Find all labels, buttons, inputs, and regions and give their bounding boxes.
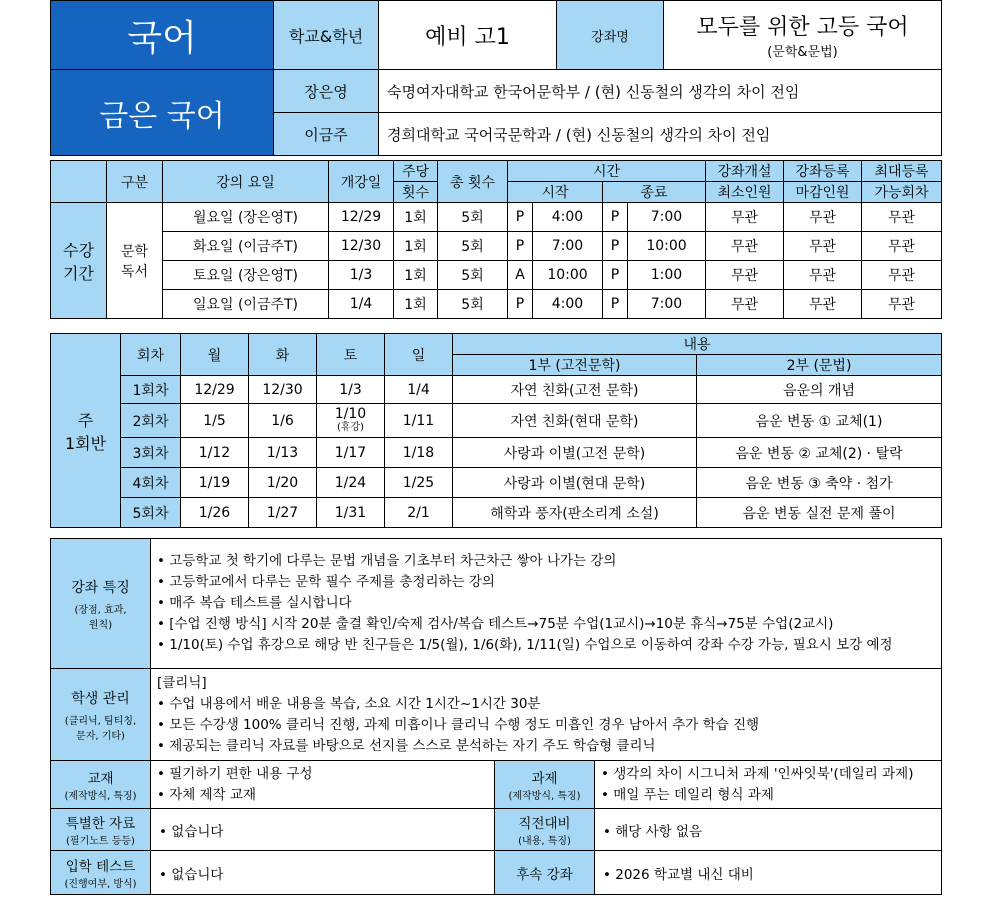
plan-side-label: 주 1회반 <box>51 334 121 528</box>
row-day: 화요일 (이금주T) <box>163 232 329 261</box>
exam-prep-label-cell <box>495 809 595 851</box>
sat-date-cell <box>317 404 385 438</box>
management-content <box>151 669 942 761</box>
teacher-name: 장은영 <box>274 70 379 113</box>
col-weekly-1: 주당 <box>394 161 438 182</box>
part2-content: 음운 변동 ① 교체(1) <box>697 404 942 438</box>
row-total: 5회 <box>438 203 508 232</box>
management-label-cell <box>51 669 151 761</box>
part2-content: 음운 변동 ② 교체(2) · 탈락 <box>697 438 942 468</box>
management-label: 학생 관리 <box>71 690 130 707</box>
sat-date: 1/10 <box>334 405 367 422</box>
course-name-label: 강좌명 <box>557 1 664 70</box>
part2-content: 음운의 개념 <box>697 376 942 404</box>
row-end-time: 7:00 <box>628 290 706 319</box>
management-sub: (클리닉, 팀티칭, 문자, 기타) <box>64 715 137 742</box>
col-time-end: 종료 <box>603 182 706 203</box>
col-min-2: 최소인원 <box>706 182 784 203</box>
sat-date: 1/17 <box>317 438 385 468</box>
row-max: 무관 <box>862 290 942 319</box>
row-close: 무관 <box>784 290 862 319</box>
row-start-time: 7:00 <box>533 232 603 261</box>
row-start-ampm: A <box>508 261 533 290</box>
mon-date: 12/29 <box>181 376 249 404</box>
class-title: 금은 국어 <box>51 70 274 156</box>
sun-date: 1/4 <box>385 376 453 404</box>
row-date: 1/4 <box>329 290 394 319</box>
tue-date: 1/20 <box>249 468 317 498</box>
row-min: 무관 <box>706 261 784 290</box>
header-table <box>50 0 942 156</box>
special-sub: (필기노트 등등) <box>66 836 135 847</box>
mon-date: 1/5 <box>181 404 249 438</box>
row-max: 무관 <box>862 261 942 290</box>
homework-label: 과제 <box>531 771 558 787</box>
special-label: 특별한 자료 <box>65 816 136 832</box>
row-end-ampm: P <box>603 261 628 290</box>
special-value: • 없습니다 <box>151 809 495 851</box>
col-close-2: 마감인원 <box>784 182 862 203</box>
entrance-label-cell <box>51 851 151 895</box>
row-end-time: 10:00 <box>628 232 706 261</box>
features-label-cell <box>51 539 151 669</box>
part1-content: 사랑과 이별(현대 문학) <box>453 468 697 498</box>
row-weekly: 1회 <box>394 203 438 232</box>
part2-content: 음운 변동 실전 문제 풀이 <box>697 498 942 528</box>
part2-content: 음운 변동 ③ 축약 · 첨가 <box>697 468 942 498</box>
homework-content <box>595 761 942 809</box>
round-label: 4회차 <box>121 468 181 498</box>
features-item: • 매주 복습 테스트를 실시합니다 <box>157 595 352 611</box>
teacher-name: 이금주 <box>274 113 379 156</box>
col-mon: 월 <box>181 334 249 376</box>
col-sat: 토 <box>317 334 385 376</box>
row-min: 무관 <box>706 232 784 261</box>
row-total: 5회 <box>438 232 508 261</box>
entrance-value: • 없습니다 <box>151 851 495 895</box>
homework-item: • 생각의 차이 시그니처 과제 '인싸잇북'(데일리 과제) <box>601 765 914 782</box>
special-label-cell <box>51 809 151 851</box>
row-end-ampm: P <box>603 232 628 261</box>
col-part1: 1부 (고전문학) <box>453 355 697 376</box>
col-time-start: 시작 <box>508 182 603 203</box>
part1-content: 자연 친화(고전 문학) <box>453 376 697 404</box>
col-close-1: 강좌등록 <box>784 161 862 182</box>
school-grade-value: 예비 고1 <box>379 1 557 70</box>
col-max-1: 최대등록 <box>862 161 942 182</box>
entrance-label: 입학 테스트 <box>65 859 136 875</box>
textbook-content <box>151 761 495 809</box>
textbook-label-cell <box>51 761 151 809</box>
info-table <box>50 538 942 895</box>
col-round: 회차 <box>121 334 181 376</box>
col-tue: 화 <box>249 334 317 376</box>
features-sub: (장점, 효과, 원칙) <box>74 604 127 631</box>
subject-title: 국어 <box>51 1 274 70</box>
textbook-item: • 자체 제작 교재 <box>157 786 257 803</box>
features-item: • 1/10(토) 수업 휴강으로 해당 반 친구들은 1/5(월), 1/6(화), 1/11(일) 수업으로 이동하여 강좌 수강 가능, 필요시 보강 예정 <box>157 637 893 653</box>
row-end-ampm: P <box>603 290 628 319</box>
row-day: 토요일 (장은영T) <box>163 261 329 290</box>
features-item: • [수업 진행 방식] 시작 20분 출결 확인/숙제 검사/복습 테스트→75분 수업(1교시)→10분 휴식→75분 수업(2교시) <box>157 616 834 632</box>
row-min: 무관 <box>706 290 784 319</box>
row-weekly: 1회 <box>394 232 438 261</box>
round-label: 2회차 <box>121 404 181 438</box>
tue-date: 1/13 <box>249 438 317 468</box>
row-start-time: 10:00 <box>533 261 603 290</box>
row-end-ampm: P <box>603 203 628 232</box>
tue-date: 12/30 <box>249 376 317 404</box>
round-label: 3회차 <box>121 438 181 468</box>
row-weekly: 1회 <box>394 261 438 290</box>
row-max: 무관 <box>862 232 942 261</box>
entrance-sub: (진행여부, 방식) <box>64 879 137 890</box>
course-name-cell <box>664 1 942 70</box>
class-type: 문학 독서 <box>107 203 163 319</box>
period-label-head <box>51 161 107 203</box>
col-content: 내용 <box>453 334 942 355</box>
row-end-time: 1:00 <box>628 261 706 290</box>
row-start-ampm: P <box>508 203 533 232</box>
col-start-date: 개강일 <box>329 161 394 203</box>
row-total: 5회 <box>438 261 508 290</box>
col-min-1: 강좌개설 <box>706 161 784 182</box>
col-time: 시간 <box>508 161 706 182</box>
course-subtitle: (문학&문법) <box>767 45 838 60</box>
period-label: 수강 기간 <box>51 203 107 319</box>
mon-date: 1/19 <box>181 468 249 498</box>
row-start-time: 4:00 <box>533 203 603 232</box>
row-close: 무관 <box>784 232 862 261</box>
row-total: 5회 <box>438 290 508 319</box>
exam-prep-value: • 해당 사항 없음 <box>595 809 942 851</box>
school-grade-label: 학교&학년 <box>274 1 379 70</box>
features-label: 강좌 특징 <box>71 579 130 596</box>
exam-prep-label: 직전대비 <box>518 816 571 832</box>
part1-content: 사랑과 이별(고전 문학) <box>453 438 697 468</box>
row-date: 1/3 <box>329 261 394 290</box>
sat-note: (휴강) <box>336 421 365 433</box>
exam-prep-sub: (내용, 특징) <box>518 836 571 847</box>
col-sun: 일 <box>385 334 453 376</box>
tue-date: 1/27 <box>249 498 317 528</box>
management-item: • 모든 수강생 100% 클리닉 진행, 과제 미흡이나 클리닉 수행 정도 미흡인 경우 남아서 추가 학습 진행 <box>157 716 760 733</box>
teacher-desc: 숙명여자대학교 한국어문학부 / (현) 신동철의 생각의 차이 전임 <box>379 70 942 113</box>
sat-date: 1/24 <box>317 468 385 498</box>
col-day: 강의 요일 <box>163 161 329 203</box>
sun-date: 1/25 <box>385 468 453 498</box>
row-close: 무관 <box>784 261 862 290</box>
col-weekly-2: 횟수 <box>394 182 438 203</box>
sun-date: 2/1 <box>385 498 453 528</box>
textbook-item: • 필기하기 편한 내용 구성 <box>157 765 313 782</box>
row-day: 월요일 (장은영T) <box>163 203 329 232</box>
tue-date: 1/6 <box>249 404 317 438</box>
row-start-ampm: P <box>508 232 533 261</box>
mon-date: 1/26 <box>181 498 249 528</box>
col-part2: 2부 (문법) <box>697 355 942 376</box>
followup-label: 후속 강좌 <box>495 851 595 895</box>
row-day: 일요일 (이금주T) <box>163 290 329 319</box>
homework-label-cell <box>495 761 595 809</box>
mon-date: 1/12 <box>181 438 249 468</box>
row-close: 무관 <box>784 203 862 232</box>
management-item: • 수업 내용에서 배운 내용을 복습, 소요 시간 1시간~1시간 30분 <box>157 695 541 712</box>
col-type: 구분 <box>107 161 163 203</box>
features-item: • 고등학교에서 다루는 문학 필수 주제를 총정리하는 강의 <box>157 574 495 590</box>
course-name: 모두를 위한 고등 국어 <box>696 15 909 40</box>
part1-content: 해학과 풍자(판소리계 소설) <box>453 498 697 528</box>
round-label: 1회차 <box>121 376 181 404</box>
homework-item: • 매일 푸는 데일리 형식 과제 <box>601 786 774 803</box>
round-label: 5회차 <box>121 498 181 528</box>
part1-content: 자연 친화(현대 문학) <box>453 404 697 438</box>
row-date: 12/30 <box>329 232 394 261</box>
row-start-ampm: P <box>508 290 533 319</box>
col-total: 총 횟수 <box>438 161 508 203</box>
schedule-table <box>50 160 942 319</box>
row-start-time: 4:00 <box>533 290 603 319</box>
sat-date: 1/3 <box>317 376 385 404</box>
homework-sub: (제작방식, 특징) <box>508 791 581 802</box>
management-item: • 제공되는 클리닉 자료를 바탕으로 선지를 스스로 분석하는 자기 주도 학습형 클리닉 <box>157 737 656 754</box>
textbook-label: 교재 <box>87 771 114 787</box>
row-max: 무관 <box>862 203 942 232</box>
textbook-sub: (제작방식, 특징) <box>64 791 137 802</box>
sun-date: 1/18 <box>385 438 453 468</box>
features-content <box>151 539 942 669</box>
col-max-2: 가능회차 <box>862 182 942 203</box>
followup-value: • 2026 학교별 내신 대비 <box>595 851 942 895</box>
teacher-desc: 경희대학교 국어국문학과 / (현) 신동철의 생각의 차이 전임 <box>379 113 942 156</box>
sat-date: 1/31 <box>317 498 385 528</box>
management-heading: [클리닉] <box>157 674 207 691</box>
features-item: • 고등학교 첫 학기에 다루는 문법 개념을 기초부터 차근차근 쌓아 나가는 강의 <box>157 553 617 569</box>
row-date: 12/29 <box>329 203 394 232</box>
row-weekly: 1회 <box>394 290 438 319</box>
sun-date: 1/11 <box>385 404 453 438</box>
row-min: 무관 <box>706 203 784 232</box>
plan-table <box>50 333 942 528</box>
row-end-time: 7:00 <box>628 203 706 232</box>
